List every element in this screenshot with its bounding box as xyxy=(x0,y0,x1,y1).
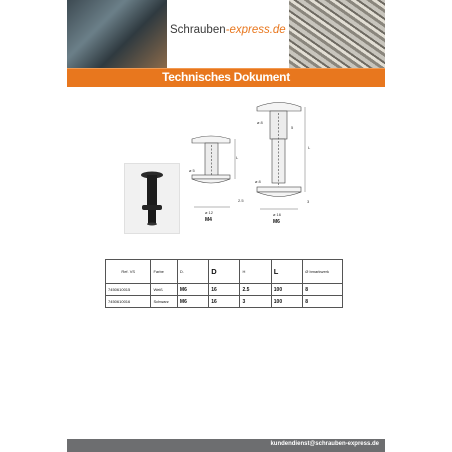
left-dia-shank: ø 5 xyxy=(189,168,195,173)
left-length: L xyxy=(236,155,239,160)
header-ref: Ref. VS xyxy=(106,260,151,284)
nut-shape xyxy=(142,205,162,210)
header-h: H xyxy=(240,260,271,284)
cell-l: 100 xyxy=(271,284,302,296)
header-banner xyxy=(67,0,385,68)
screws-photo xyxy=(289,0,385,68)
right-dia-head: ø 16 xyxy=(273,212,282,217)
left-thread: M4 xyxy=(205,217,212,223)
cell-diameter: 8 xyxy=(303,296,343,308)
header-diameter: Ø bmarkwerk xyxy=(303,260,343,284)
cell-thread: M6 xyxy=(177,284,208,296)
cell-l: 100 xyxy=(271,296,302,308)
product-photo xyxy=(124,163,180,234)
footer-email-link[interactable]: kundendienst@schrauben-express.de xyxy=(270,441,379,447)
cell-color: Schwarz xyxy=(151,296,177,308)
cell-h: 3 xyxy=(240,296,271,308)
table-row xyxy=(106,296,343,308)
left-dia-head: ø 12 xyxy=(205,210,214,215)
left-height: 2.5 xyxy=(238,198,244,203)
cell-h: 2.5 xyxy=(240,284,271,296)
right-length: L xyxy=(308,145,311,150)
header-d-thread: D. xyxy=(177,260,208,284)
right-dia-shank: ø 8 xyxy=(255,179,261,184)
brand-suffix: -express.de xyxy=(225,24,286,36)
right-height: 3 xyxy=(307,199,310,204)
cell-ref: 7450610016 xyxy=(106,296,151,308)
workshop-photo xyxy=(67,0,167,68)
document-title: Technisches Dokument xyxy=(162,70,290,84)
brand-main: Schrauben xyxy=(170,24,226,36)
title-bar xyxy=(67,68,385,87)
drawing-m4 xyxy=(192,136,235,207)
cell-ref: 7450610015 xyxy=(106,284,151,296)
cell-diameter: 8 xyxy=(303,284,343,296)
cell-thread: M6 xyxy=(177,296,208,308)
drawing-m6 xyxy=(257,103,305,210)
table-row xyxy=(106,284,343,296)
header-color: Farbe xyxy=(151,260,177,284)
spec-table xyxy=(105,259,343,308)
cell-color: Weiß xyxy=(151,284,177,296)
right-thread: M6 xyxy=(273,219,280,225)
screw-shape xyxy=(148,210,156,224)
right-dia-top: ø 8 xyxy=(257,120,263,125)
header-l: L xyxy=(271,260,302,284)
header-d: D xyxy=(209,260,240,284)
shank-shape xyxy=(147,175,157,207)
right-depth: 5 xyxy=(291,125,294,130)
cell-d: 16 xyxy=(209,284,240,296)
brand-logo[interactable] xyxy=(170,24,286,36)
cell-d: 16 xyxy=(209,296,240,308)
table-header-row xyxy=(106,260,343,284)
footer-bar xyxy=(67,439,385,452)
tip-shape xyxy=(147,223,157,226)
technical-drawings xyxy=(185,95,325,235)
